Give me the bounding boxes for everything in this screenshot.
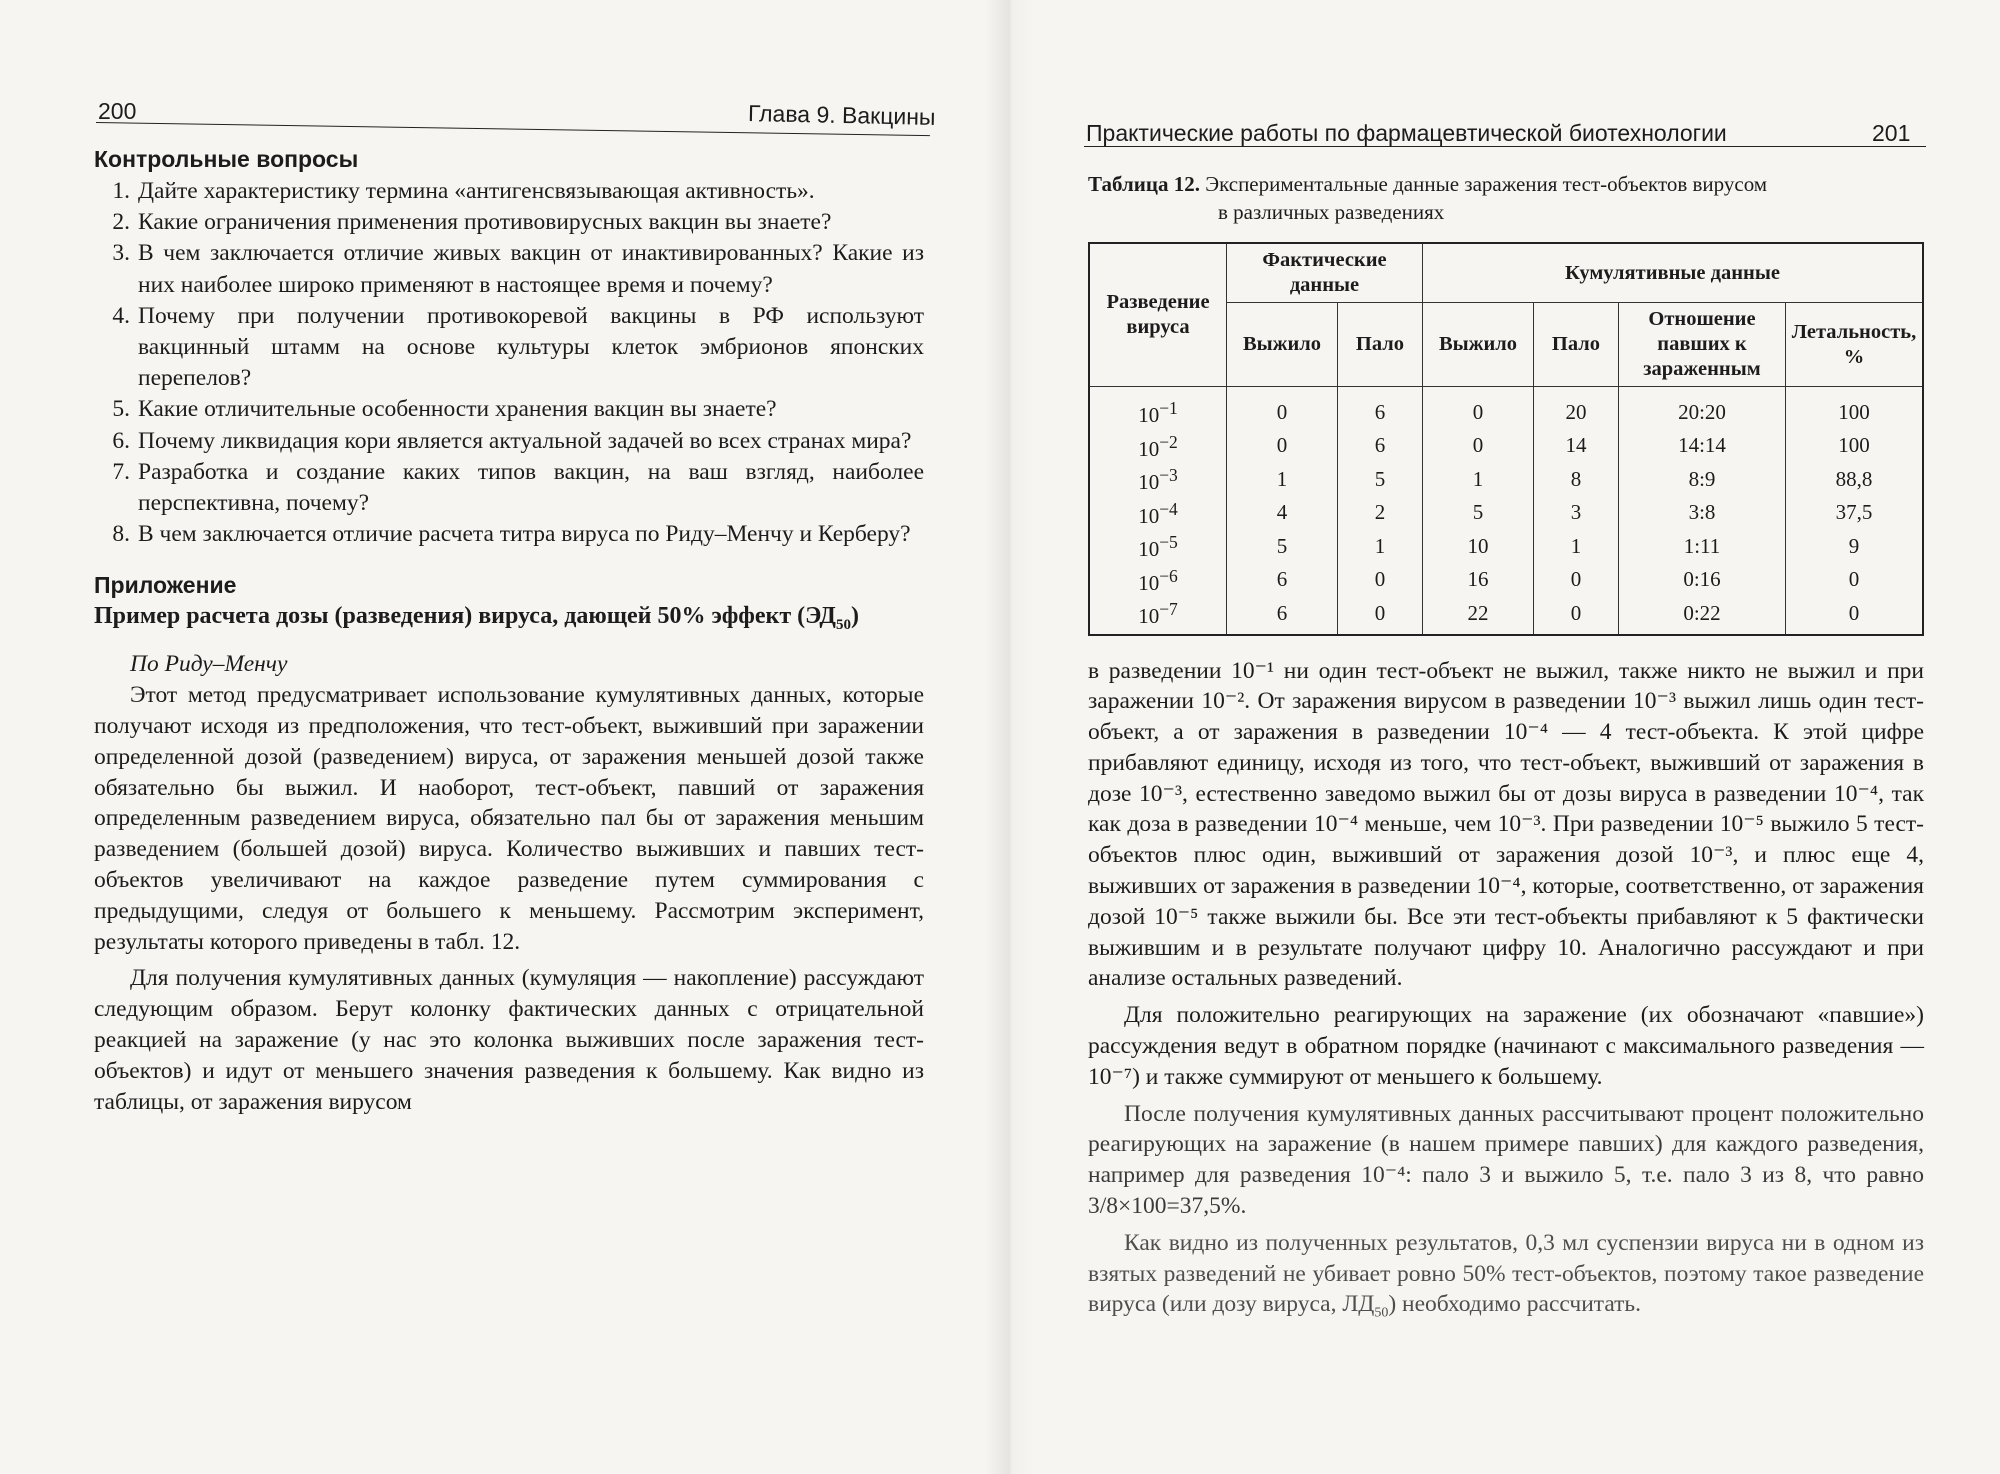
header-cumulative: Кумулятивные данные [1423, 243, 1924, 303]
cell-lethality: 9 [1786, 529, 1924, 563]
question-text: В чем заключается отличие живых вакцин от инактивированных? Какие из них наиболее широко применяют в настоящее время и почему? [138, 240, 924, 298]
example-title-subscript: 50 [835, 617, 851, 634]
cell-ratio: 0:16 [1619, 563, 1786, 597]
cell-cum-died: 0 [1534, 596, 1619, 635]
question-item [94, 426, 924, 457]
cell-act-survived: 4 [1227, 496, 1338, 530]
question-item [94, 519, 924, 550]
cell-act-died: 0 [1338, 563, 1423, 597]
header-cum-survived: Выжило [1423, 303, 1534, 387]
cell-ratio: 3:8 [1619, 496, 1786, 530]
header-lethality: Летальность, % [1786, 303, 1924, 387]
cell-ratio: 1:11 [1619, 529, 1786, 563]
question-text: Какие отличительные особенности хранения вакцин вы знаете? [138, 396, 777, 423]
cell-cum-survived: 0 [1423, 387, 1534, 429]
cell-act-died: 6 [1338, 429, 1423, 463]
cell-lethality: 100 [1786, 429, 1924, 463]
cell-dilution: $10^{-6}$ [1089, 563, 1227, 597]
question-number: 4. [112, 302, 130, 329]
cell-dilution: $10^{-4}$ [1089, 496, 1227, 530]
question-item [94, 301, 924, 395]
appendix-title: Приложение [94, 572, 237, 599]
cell-cum-survived: 0 [1423, 429, 1534, 463]
right-page-number: 201 [1872, 120, 1911, 146]
question-item [94, 457, 924, 519]
cell-cum-died: 14 [1534, 429, 1619, 463]
cell-dilution: $10^{-2}$ [1089, 429, 1227, 463]
table-row [1089, 596, 1923, 635]
right-paragraph-2: Для положительно реагирующих на заражение (их обозначают «павшие») рассуждения ведут в обратном порядке (начинают с максимального разведения — 10⁻⁷) и также суммируют от меньшего к большему. [1088, 1002, 1924, 1090]
left-page-body [94, 144, 924, 1117]
cell-act-died: 1 [1338, 529, 1423, 563]
right-paragraph-4 [1088, 1228, 1924, 1330]
table-caption-line-2: в различных разведениях [1218, 200, 1445, 224]
cell-act-died: 0 [1338, 596, 1423, 635]
cell-ratio: 0:22 [1619, 596, 1786, 635]
table-row [1089, 529, 1923, 563]
question-item [94, 238, 924, 300]
cell-act-died: 5 [1338, 462, 1423, 496]
table-row [1089, 462, 1923, 496]
question-item [94, 176, 924, 207]
cell-lethality: 100 [1786, 387, 1924, 429]
questions-list [94, 176, 924, 550]
header-actual-died: Пало [1338, 303, 1423, 387]
question-text: Разработка и создание каких типов вакцин, на ваш взгляд, наиболее перспективна, почему? [138, 458, 924, 517]
header-actual-survived: Выжило [1227, 303, 1338, 387]
method-paragraph: Этот метод предусматривает использование кумулятивных данных, которые получают исходя из предположения, что тест-объект, выживший при заражении определенной дозой (разведением) вируса, от заражения меньшей дозой также обязательно бы выжил. И наоборот, тест-объект, павший от заражения определенным разведением вируса, обязательно пал бы от заражения меньшим разведением (большей дозой) вируса. Количество выживших и павших тест-объектов увеличивают на каждое разведение путем суммирования с предыдущими, следуя от большего к меньшему. Рассмотрим эксперимент, результаты которого приведены в табл. 12. [94, 682, 924, 955]
question-number: 1. [112, 178, 130, 204]
cell-lethality: 0 [1786, 563, 1924, 597]
table-label: Таблица 12. [1088, 172, 1200, 196]
cell-lethality: 88,8 [1786, 462, 1924, 496]
example-title-text: Пример расчета дозы (разведения) вируса, дающей 50% эффект (ЭД [94, 603, 836, 630]
header-actual: Фактические данные [1227, 243, 1423, 303]
left-page-number: 200 [98, 98, 137, 124]
method-heading: По Риду–Менчу [130, 651, 288, 678]
cell-dilution: $10^{-5}$ [1089, 529, 1227, 563]
right-paragraph-3: После получения кумулятивных данных рассчитывают процент положительно реагирующих на заражение (в нашем примере павших) для каждого разведения, например для разведения 10⁻⁴: пало 3 и выжило 5, т.е. пало 3 из 8, что равно 3/8×100=37,5%. [1088, 1100, 1924, 1220]
right-head-rule [1084, 146, 1926, 147]
question-text: Дайте характеристику термина «антигенсвязывающая активность». [138, 178, 815, 204]
right-running-head: Практические работы по фармацевтической биотехнологии [1086, 120, 1727, 146]
cell-cum-died: 0 [1534, 563, 1619, 597]
cell-ratio: 14:14 [1619, 429, 1786, 463]
cumulation-paragraph: Для получения кумулятивных данных (кумуляция — накопление) рассуждают следующим образом. Берут колонку фактических данных с отрицательной реакцией на заражение (у нас это колонка выживших после заражения тест-объектов) и идут от меньшего значения разведения к большему. Как видно из таблицы, от заражения вирусом [94, 965, 924, 1115]
table-row [1089, 496, 1923, 530]
cell-dilution: $10^{-1}$ [1089, 387, 1227, 429]
cell-act-survived: 0 [1227, 429, 1338, 463]
question-item [94, 394, 924, 425]
cell-act-survived: 6 [1227, 596, 1338, 635]
question-item [94, 207, 924, 238]
cell-act-survived: 5 [1227, 529, 1338, 563]
cell-ratio: 8:9 [1619, 462, 1786, 496]
cell-cum-survived: 10 [1423, 529, 1534, 563]
cell-dilution: $10^{-7}$ [1089, 596, 1227, 635]
table-row [1089, 429, 1923, 463]
right-page-body [1088, 170, 1924, 1330]
right-paragraph-4-text: Как видно из полученных результатов, 0,3 мл суспензии вируса ни в одном из взятых разведений не убивает ровно 50% тест-объектов, поэтому такое разведение вируса (или дозу вируса, ЛД [1088, 1229, 1924, 1318]
cell-cum-survived: 16 [1423, 563, 1534, 597]
question-number: 5. [112, 396, 130, 423]
cell-act-survived: 6 [1227, 563, 1338, 597]
header-cum-died: Пало [1534, 303, 1619, 387]
table-caption-line-1: Экспериментальные данные заражения тест-объектов вирусом [1205, 172, 1768, 196]
question-text: Почему ликвидация кори является актуальной задачей во всех странах мира? [138, 427, 912, 454]
question-text: В чем заключается отличие расчета титра вируса по Риду–Менчу и Керберу? [138, 521, 911, 548]
cell-act-died: 6 [1338, 387, 1423, 429]
cell-dilution: $10^{-3}$ [1089, 462, 1227, 496]
cell-lethality: 37,5 [1786, 496, 1924, 530]
cell-cum-survived: 1 [1423, 462, 1534, 496]
question-number: 3. [112, 240, 130, 267]
cell-cum-died: 3 [1534, 496, 1619, 530]
cell-ratio: 20:20 [1619, 387, 1786, 429]
cell-cum-survived: 22 [1423, 596, 1534, 635]
question-text: Какие ограничения применения противовирусных вакцин вы знаете? [138, 209, 832, 236]
header-dilution: Разведение вируса [1089, 243, 1227, 387]
cell-cum-died: 8 [1534, 462, 1619, 496]
cell-cum-survived: 5 [1423, 496, 1534, 530]
control-questions-title: Контрольные вопросы [94, 146, 359, 172]
cell-lethality: 0 [1786, 596, 1924, 635]
question-number: 8. [112, 521, 130, 548]
example-title [94, 600, 924, 641]
table-row [1089, 387, 1923, 429]
cell-act-died: 2 [1338, 496, 1423, 530]
example-title-close: ) [850, 603, 859, 630]
cell-act-survived: 1 [1227, 462, 1338, 496]
table-caption [1088, 170, 1924, 226]
header-ratio: Отношение павших к зараженным [1619, 303, 1786, 387]
cell-act-survived: 0 [1227, 387, 1338, 429]
cell-cum-died: 1 [1534, 529, 1619, 563]
right-paragraph-4-subscript: 50 [1374, 1306, 1389, 1322]
experiment-table [1088, 242, 1924, 636]
right-paragraph-4-end: ) необходимо рассчитать. [1388, 1291, 1642, 1318]
right-paragraph-1: в разведении 10⁻¹ ни один тест-объект не выжил, также никто не выжил и при заражении 10⁻². От заражения вирусом в разведении 10⁻³ выжил лишь один тест-объект, а от заражения в разведении 10⁻⁴ — 4 тест-объекта. К этой цифре прибавляют единицу, исходя из того, что тест-объект, выживший от заражения в дозе 10⁻³, естественно заведомо выжил бы от дозы вируса в разведении 10⁻⁴, так как доза в разведении 10⁻⁴ меньше, чем 10⁻³. При разведении 10⁻⁵ выжило 5 тест-объектов плюс один, выживший от заражения дозой 10⁻³, и плюс еще 4, выживших от заражения в разведении 10⁻⁴, которые, соответственно, от заражения дозой 10⁻⁵ также выжили бы. Все эти тест-объекты прибавляют к 5 фактически выжившим и в результате получают цифру 10. Аналогично рассуждают и при анализе остальных разведений. [1088, 657, 1924, 992]
question-number: 6. [112, 427, 130, 454]
question-number: 7. [112, 458, 130, 485]
left-running-head: Глава 9. Вакцины [747, 100, 936, 130]
question-number: 2. [112, 209, 130, 236]
question-text: Почему при получении противокоревой вакцины в РФ используют вакцинный штамм на основе культуры клеток эмбрионов японских перепелов? [138, 302, 924, 392]
cell-cum-died: 20 [1534, 387, 1619, 429]
table-row [1089, 563, 1923, 597]
